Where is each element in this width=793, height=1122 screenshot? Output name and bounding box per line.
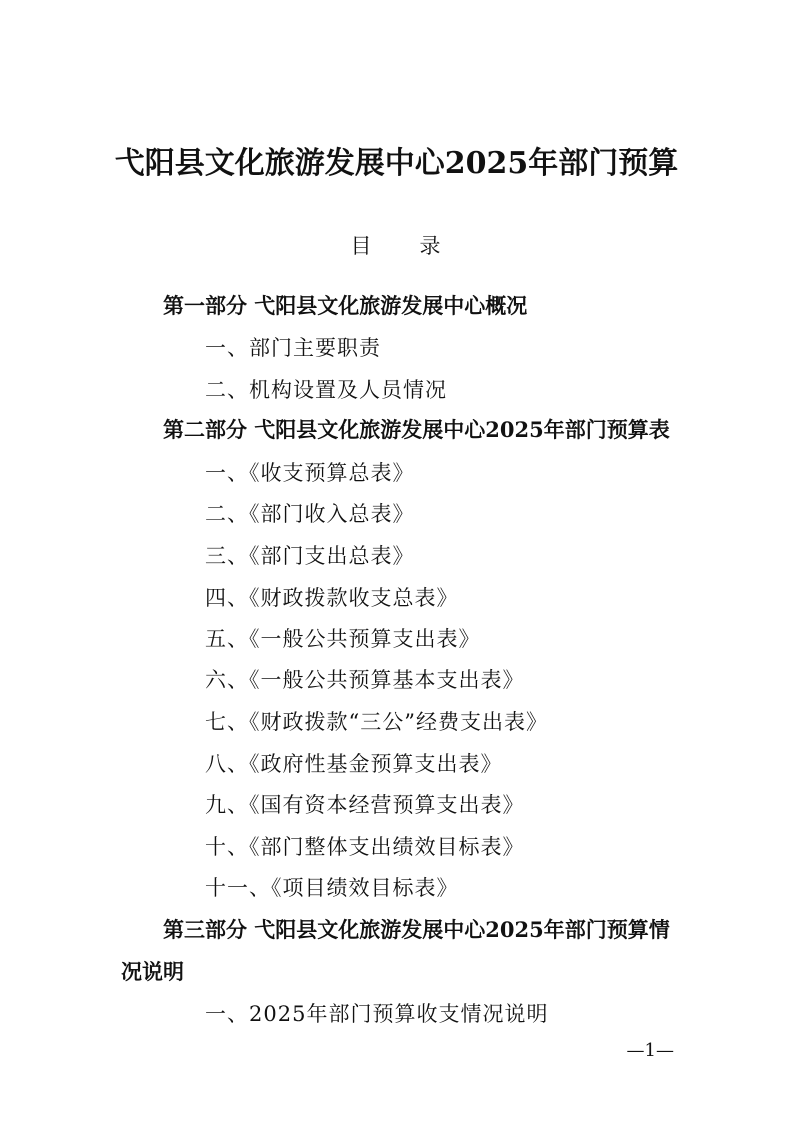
toc-item: 一、《收支预算总表》 bbox=[205, 461, 415, 485]
toc-item: 六、《一般公共预算基本支出表》 bbox=[205, 668, 525, 692]
toc-item: 四、《财政拨款收支总表》 bbox=[205, 586, 459, 610]
toc-item: 一、部门主要职责 bbox=[205, 336, 381, 360]
toc-part-1-heading: 第一部分 弋阳县文化旅游发展中心概况 bbox=[163, 293, 528, 318]
toc-part-3-heading-continuation: 况说明 bbox=[121, 959, 184, 984]
document-title: 弋阳县文化旅游发展中心2025年部门预算 bbox=[114, 146, 679, 181]
toc-heading: 目 录 bbox=[350, 234, 443, 258]
toc-item: 七、《财政拨款“三公”经费支出表》 bbox=[205, 710, 548, 734]
page-number: —1— bbox=[626, 1040, 674, 1061]
toc-item: 九、《国有资本经营预算支出表》 bbox=[205, 793, 525, 817]
toc-item: 一、2025年部门预算收支情况说明 bbox=[205, 1002, 549, 1026]
toc-part-2-heading: 第二部分 弋阳县文化旅游发展中心2025年部门预算表 bbox=[163, 417, 670, 442]
toc-item: 二、《部门收入总表》 bbox=[205, 502, 415, 526]
toc-item: 五、《一般公共预算支出表》 bbox=[205, 627, 481, 651]
toc-item: 二、机构设置及人员情况 bbox=[205, 378, 447, 402]
toc-item: 十、《部门整体支出绩效目标表》 bbox=[205, 835, 525, 859]
toc-item: 十一、《项目绩效目标表》 bbox=[205, 876, 459, 900]
toc-item: 八、《政府性基金预算支出表》 bbox=[205, 752, 503, 776]
toc-part-3-heading: 第三部分 弋阳县文化旅游发展中心2025年部门预算情 bbox=[163, 917, 670, 942]
toc-item: 三、《部门支出总表》 bbox=[205, 544, 415, 568]
